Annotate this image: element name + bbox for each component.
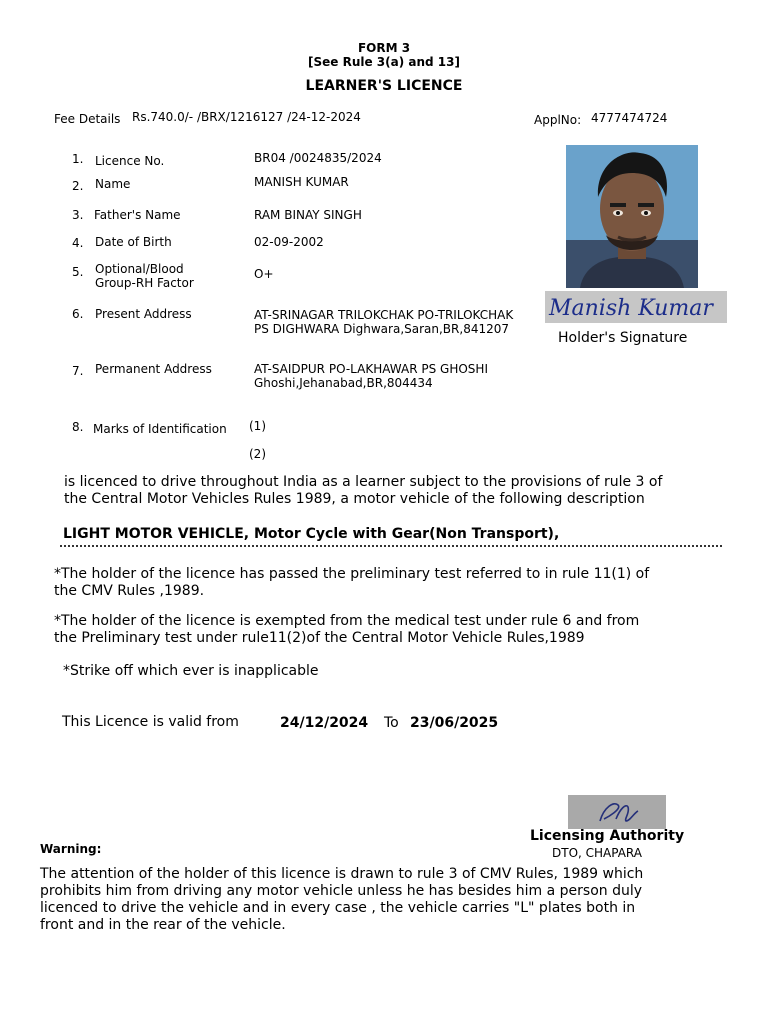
licence-statement: [64, 474, 744, 508]
permanent-address-line2: Ghoshi,Jehanabad,BR,804434: [254, 376, 433, 390]
permanent-address-label: Permanent Address: [95, 362, 212, 376]
authority-signature-image: [568, 795, 666, 829]
rule-reference: [See Rule 3(a) and 13]: [308, 55, 460, 69]
field-number: 1.: [72, 152, 84, 166]
form-number: FORM 3: [357, 41, 411, 55]
marks-item-2: (2): [249, 447, 266, 461]
holder-photo-drawing: [566, 145, 698, 288]
blood-group-label-line2: Group-RH Factor: [95, 276, 194, 290]
licence-no-label: Licence No.: [95, 154, 165, 168]
field-number: 4.: [72, 236, 84, 250]
warning-line3: licenced to drive the vehicle and in every case , the vehicle carries "L" plates both in: [40, 900, 636, 916]
present-address-line2: PS DIGHWARA Dighwara,Saran,BR,841207: [254, 322, 509, 336]
validity-label: This Licence is valid from: [62, 714, 239, 730]
marks-item-1: (1): [249, 419, 266, 433]
medical-exemption-note-line2: the Preliminary test under rule11(2)of the Central Motor Vehicle Rules,1989: [54, 630, 585, 646]
present-address-label: Present Address: [95, 307, 192, 321]
warning-text: [40, 866, 740, 934]
warning-line1: The attention of the holder of this licence is drawn to rule 3 of CMV Rules, 1989 which: [40, 866, 644, 882]
field-number: 7.: [72, 364, 84, 378]
fee-details-label: Fee Details: [54, 112, 121, 126]
name-label: Name: [95, 177, 131, 191]
licensing-authority-office: DTO, CHAPARA: [552, 846, 642, 860]
date-of-birth-label: Date of Birth: [95, 235, 172, 249]
authority-signature-drawing: [568, 795, 666, 829]
holder-signature-drawing: [545, 291, 727, 323]
licensing-authority-title: Licensing Authority: [530, 828, 685, 844]
warning-line4: front and in the rear of the vehicle.: [40, 917, 286, 933]
holder-signature-label: Holder's Signature: [558, 330, 688, 346]
field-number: 2.: [72, 179, 84, 193]
preliminary-test-note-line1: *The holder of the licence has passed the preliminary test referred to in rule 11(1) of: [54, 566, 650, 582]
preliminary-test-note-line2: the CMV Rules ,1989.: [54, 583, 205, 599]
page-title: LEARNER'S LICENCE: [305, 78, 463, 94]
valid-from-date: 24/12/2024: [280, 715, 369, 731]
fathers-name-label: Father's Name: [94, 208, 181, 222]
valid-to-date: 23/06/2025: [410, 715, 499, 731]
appl-no-label: ApplNo:: [534, 113, 582, 127]
licence-no-value: BR04 /0024835/2024: [254, 151, 382, 165]
warning-line2: prohibits him from driving any motor vehicle unless he has besides him a person duly: [40, 883, 643, 899]
field-number: 6.: [72, 307, 84, 321]
preliminary-test-note: [54, 566, 744, 600]
field-number: 8.: [72, 420, 84, 434]
field-number: 5.: [72, 265, 84, 279]
marks-of-identification-label: Marks of Identification: [93, 422, 227, 436]
field-number: 3.: [72, 208, 84, 222]
fathers-name-value: RAM BINAY SINGH: [254, 208, 362, 222]
medical-exemption-note-line1: *The holder of the licence is exempted from the medical test under rule 6 and from: [54, 613, 640, 629]
signature-text-first: Manish Kumar: [549, 296, 713, 321]
licence-statement-line1: is licenced to drive throughout India as a learner subject to the provisions of rule 3 of: [64, 474, 663, 490]
blood-group-value: O+: [254, 267, 274, 281]
strike-off-note: *Strike off which ever is inapplicable: [63, 663, 319, 679]
licence-statement-line2: the Central Motor Vehicles Rules 1989, a motor vehicle of the following description: [64, 491, 645, 507]
name-value: MANISH KUMAR: [254, 175, 349, 189]
dotted-divider: [60, 545, 722, 547]
medical-exemption-note: [54, 613, 744, 647]
holder-signature-image: [545, 291, 727, 323]
fee-details-value: Rs.740.0/- /BRX/1216127 /24-12-2024: [132, 110, 361, 124]
holder-photo: [566, 145, 698, 288]
vehicle-class: LIGHT MOTOR VEHICLE, Motor Cycle with Gear(Non Transport),: [63, 526, 560, 542]
valid-to-label: To: [384, 715, 399, 731]
date-of-birth-value: 02-09-2002: [254, 235, 324, 249]
present-address-line1: AT-SRINAGAR TRILOKCHAK PO-TRILOKCHAK: [254, 308, 514, 322]
blood-group-label-line1: Optional/Blood: [95, 262, 184, 276]
permanent-address-line1: AT-SAIDPUR PO-LAKHAWAR PS GHOSHI: [254, 362, 488, 376]
appl-no-value: 4777474724: [591, 111, 668, 125]
warning-label: Warning:: [40, 842, 102, 856]
